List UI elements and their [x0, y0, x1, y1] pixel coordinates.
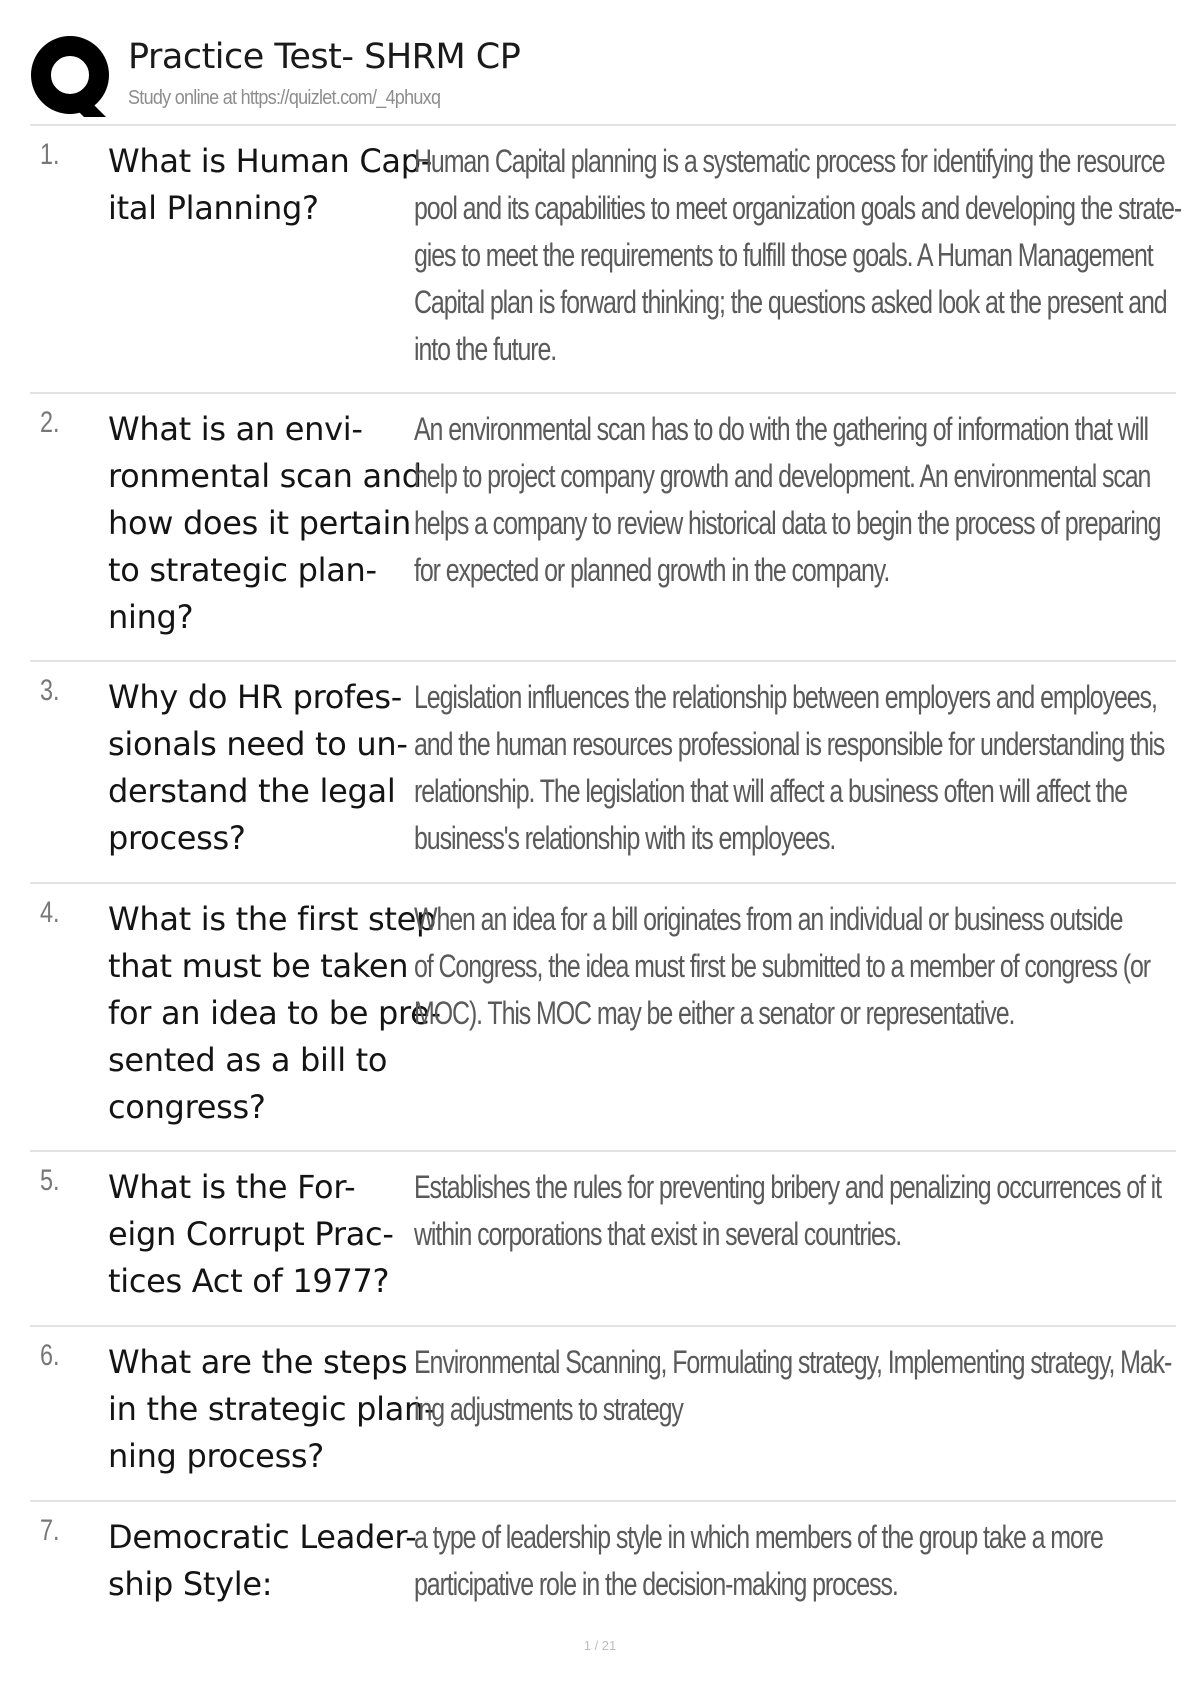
divider	[30, 660, 1176, 662]
card-definition: Human Capital planning is a systematic process for identifying the resource pool and its capabilities to meet organization goals and developing the strate- gies to meet the requirements to fulfill those goals. A Human Management Capital plan is forward thinking; the questions asked look at the present and into the future.	[414, 143, 1182, 367]
card-definition: An environmental scan has to do with the gathering of information that will help to project company growth and development. An environmental scan helps a company to review historical data to begin the process of preparing for expected or planned growth in the company.	[414, 411, 1161, 588]
card-number: 7.	[40, 1514, 60, 1547]
quizlet-logo-icon	[30, 35, 138, 120]
card-term: What is the first step that must be taken for an idea to be pre- sented as a bill to congress?	[108, 900, 441, 1126]
card-term: What is an envi- ronmental scan and how does it pertain to strategic plan- ning?	[108, 410, 422, 636]
card-number: 1.	[40, 138, 60, 171]
card-definition: When an idea for a bill originates from an individual or business outside of Congress, the idea must first be submitted to a member of congress (or MOC). This MOC may be either a senator or representative.	[414, 901, 1151, 1031]
card-number: 6.	[40, 1339, 60, 1372]
card-definition: Establishes the rules for preventing bribery and penalizing occurrences of it within corporations that exist in several countries.	[414, 1169, 1161, 1252]
divider	[30, 392, 1176, 394]
card-term: What is Human Cap- ital Planning?	[108, 142, 432, 227]
card-term: What are the steps in the strategic plan- ning process?	[108, 1343, 436, 1475]
divider	[30, 124, 1176, 126]
divider	[30, 1150, 1176, 1152]
card-definition: Legislation influences the relationship between employers and employees, and the human resources professional is responsible for understanding this relationship. The legislation that will affect a business often will affect the business's relationship with its employees.	[414, 679, 1165, 856]
card-definition: Environmental Scanning, Formulating strategy, Implementing strategy, Mak- ing adjustments to strategy	[414, 1344, 1172, 1427]
card-definition: a type of leadership style in which members of the group take a more participative role in the decision-making process.	[414, 1519, 1103, 1602]
card-term: Democratic Leader- ship Style:	[108, 1518, 417, 1603]
card-number: 5.	[40, 1164, 60, 1197]
card-number: 4.	[40, 896, 60, 929]
document-title: Practice Test- SHRM CP	[128, 37, 521, 77]
page-indicator: 1 / 21	[583, 1638, 617, 1653]
divider	[30, 1325, 1176, 1327]
card-term: What is the For- eign Corrupt Prac- tices Act of 1977?	[108, 1168, 394, 1300]
divider	[30, 1500, 1176, 1502]
study-online-link[interactable]: Study online at https://quizlet.com/_4phuxq	[128, 87, 441, 109]
card-number: 3.	[40, 674, 60, 707]
divider	[30, 882, 1176, 884]
header	[30, 35, 1170, 120]
card-term: Why do HR profes- sionals need to un- derstand the legal process?	[108, 678, 408, 857]
card-number: 2.	[40, 406, 60, 439]
